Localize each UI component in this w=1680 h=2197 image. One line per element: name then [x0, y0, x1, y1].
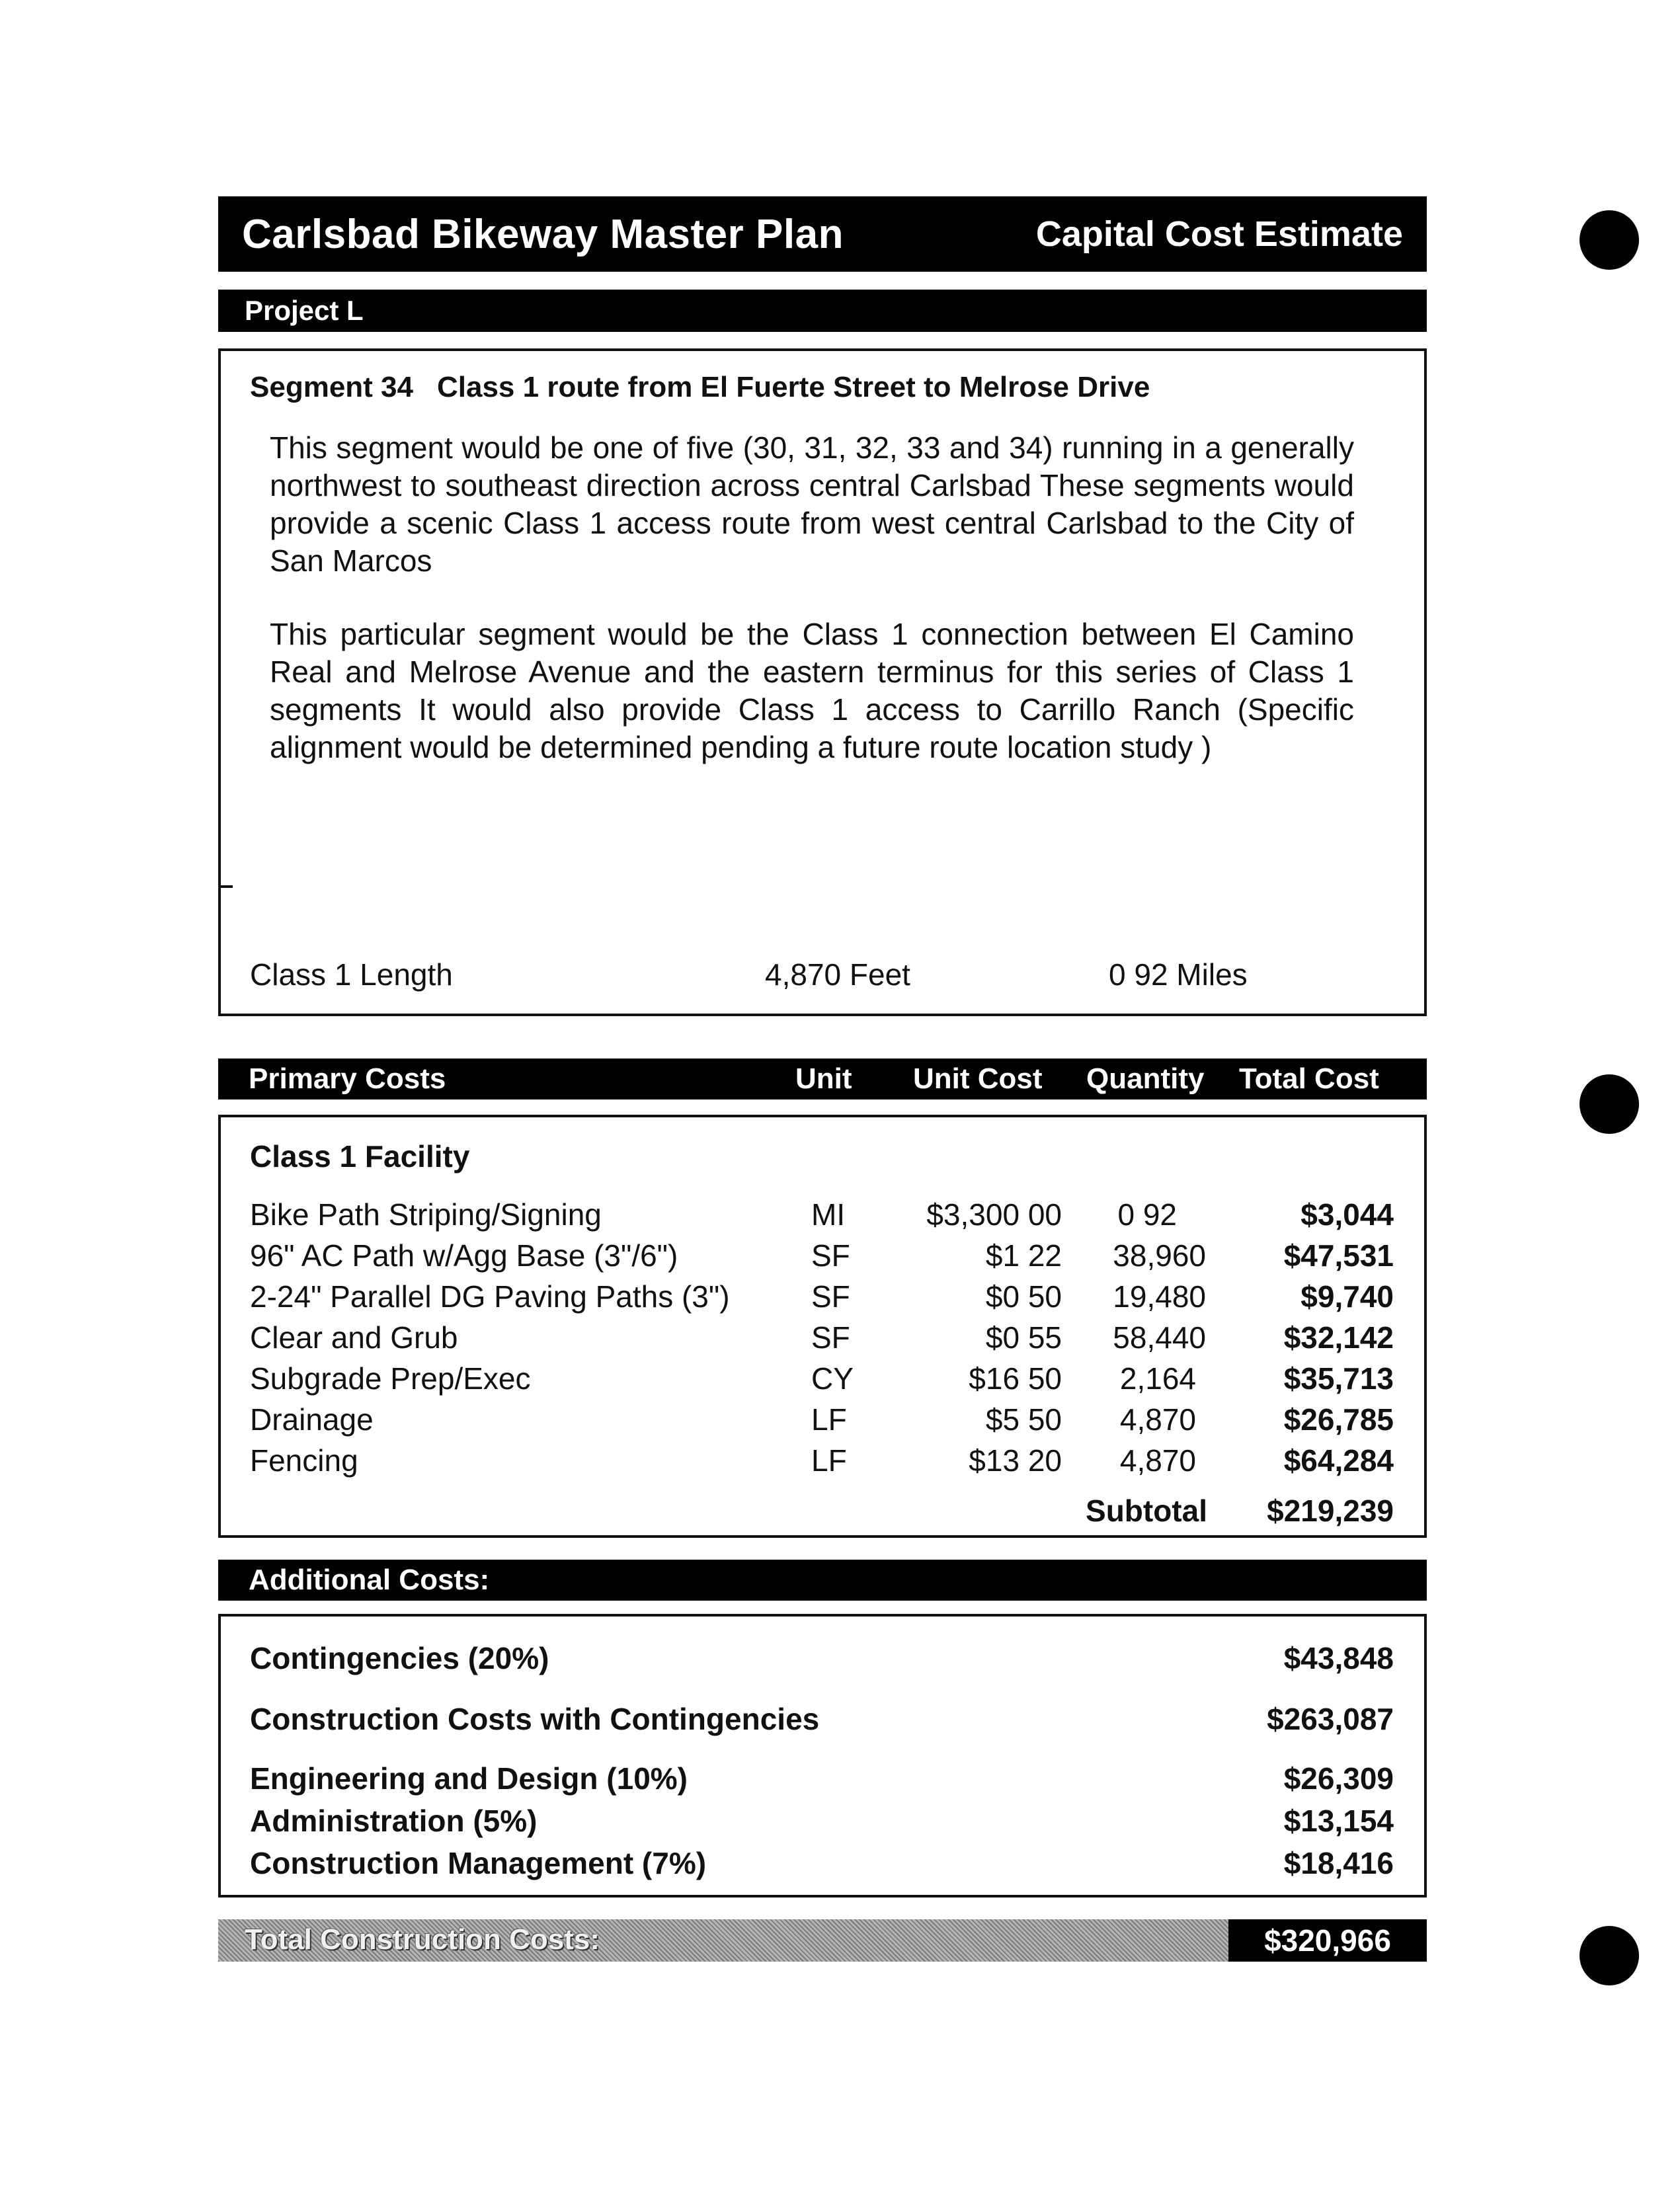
segment-number: Segment 34	[250, 371, 413, 403]
item-name: Subgrade Prep/Exec	[250, 1361, 531, 1396]
additional-cost-label: Administration (5%)	[250, 1804, 538, 1838]
item-total: $32,142	[1283, 1320, 1394, 1355]
item-name: Drainage	[250, 1402, 374, 1437]
length-feet: 4,870 Feet	[765, 957, 910, 992]
table-row	[221, 1320, 1424, 1361]
item-unit-cost: $5 50	[985, 1402, 1062, 1437]
project-name: Project L	[245, 295, 364, 326]
item-unit: MI	[811, 1197, 846, 1232]
primary-costs-header	[218, 1059, 1427, 1099]
item-quantity: 58,440	[1113, 1320, 1206, 1355]
document-header	[218, 196, 1427, 272]
item-unit: LF	[811, 1443, 847, 1478]
item-unit-cost: $13 20	[969, 1443, 1062, 1478]
segment-description-box	[218, 348, 1427, 1016]
subtotal-value: $219,239	[1267, 1494, 1394, 1528]
additional-costs-table	[218, 1614, 1427, 1897]
segment-heading	[250, 371, 1150, 404]
total-construction-costs-bar	[218, 1919, 1427, 1962]
scan-mark	[218, 885, 233, 888]
length-miles: 0 92 Miles	[1109, 957, 1248, 992]
segment-paragraph-1: This segment would be one of five (30, 31, 32, 33 and 34) running in a generally northwest to southeast direction across central Carlsbad These segments would provide a scenic Class 1 access route from west central Carlsbad to the City of San Marcos	[270, 430, 1354, 578]
additional-cost-label: Engineering and Design (10%)	[250, 1761, 688, 1796]
item-quantity: 38,960	[1113, 1238, 1206, 1273]
item-unit-cost: $0 55	[985, 1320, 1062, 1355]
table-row	[221, 1361, 1424, 1402]
additional-cost-label: Contingencies (20%)	[250, 1641, 549, 1675]
item-unit-cost: $16 50	[969, 1361, 1062, 1396]
document-subtitle: Capital Cost Estimate	[1035, 214, 1403, 254]
additional-cost-value: $26,309	[1283, 1761, 1394, 1796]
column-header-unit-cost: Unit Cost	[913, 1062, 1043, 1095]
item-unit: SF	[811, 1279, 850, 1314]
column-header-quantity: Quantity	[1086, 1062, 1205, 1095]
length-label: Class 1 Length	[250, 957, 453, 992]
additional-cost-label: Construction Management (7%)	[250, 1846, 707, 1880]
additional-cost-value: $263,087	[1267, 1702, 1394, 1736]
additional-cost-row	[221, 1761, 1424, 1800]
table-row	[221, 1238, 1424, 1279]
length-row	[250, 957, 1400, 996]
item-unit: LF	[811, 1402, 847, 1437]
item-name: Fencing	[250, 1443, 358, 1478]
additional-cost-label: Construction Costs with Contingencies	[250, 1702, 820, 1736]
additional-cost-row	[221, 1803, 1424, 1843]
additional-cost-row	[221, 1845, 1424, 1885]
item-unit-cost: $3,300 00	[926, 1197, 1062, 1232]
punch-hole	[1580, 1926, 1639, 1985]
item-total: $9,740	[1300, 1279, 1394, 1314]
item-name: 96" AC Path w/Agg Base (3"/6")	[250, 1238, 678, 1273]
item-unit-cost: $0 50	[985, 1279, 1062, 1314]
total-value-box	[1228, 1919, 1427, 1962]
total-value: $320,966	[1264, 1923, 1391, 1958]
column-header-unit: Unit	[795, 1062, 852, 1095]
punch-hole	[1580, 210, 1639, 270]
column-header-total-cost: Total Cost	[1239, 1062, 1379, 1095]
segment-title: Class 1 route from El Fuerte Street to Melrose Drive	[436, 371, 1150, 403]
item-unit: SF	[811, 1238, 850, 1273]
punch-hole	[1580, 1074, 1639, 1134]
item-total: $26,785	[1283, 1402, 1394, 1437]
item-total: $47,531	[1283, 1238, 1394, 1273]
item-quantity: 4,870	[1119, 1402, 1196, 1437]
subtotal-label: Subtotal	[1086, 1494, 1207, 1528]
item-total: $35,713	[1283, 1361, 1394, 1396]
project-label	[218, 290, 1427, 332]
item-unit: CY	[811, 1361, 854, 1396]
item-name: 2-24" Parallel DG Paving Paths (3")	[250, 1279, 730, 1314]
item-total: $3,044	[1300, 1197, 1394, 1232]
item-unit-cost: $1 22	[985, 1238, 1062, 1273]
item-name: Clear and Grub	[250, 1320, 458, 1355]
additional-cost-value: $13,154	[1283, 1804, 1394, 1838]
additional-cost-row	[221, 1701, 1424, 1741]
additional-costs-title: Additional Costs:	[249, 1564, 490, 1596]
subtotal-row	[221, 1493, 1424, 1534]
section-title: Class 1 Facility	[250, 1139, 470, 1174]
total-label: Total Construction Costs:	[245, 1923, 600, 1956]
table-row	[221, 1402, 1424, 1443]
additional-cost-value: $18,416	[1283, 1846, 1394, 1880]
table-row	[221, 1443, 1424, 1484]
item-name: Bike Path Striping/Signing	[250, 1197, 602, 1232]
additional-cost-row	[221, 1640, 1424, 1680]
table-row	[221, 1197, 1424, 1238]
table-row	[221, 1279, 1424, 1320]
additional-costs-header	[218, 1560, 1427, 1601]
item-unit: SF	[811, 1320, 850, 1355]
item-quantity: 0 92	[1117, 1197, 1177, 1232]
primary-costs-table	[218, 1115, 1427, 1538]
item-quantity: 2,164	[1119, 1361, 1196, 1396]
additional-cost-value: $43,848	[1283, 1641, 1394, 1675]
item-total: $64,284	[1283, 1443, 1394, 1478]
primary-costs-title: Primary Costs	[249, 1062, 446, 1095]
segment-paragraph-2: This particular segment would be the Class 1 connection between El Camino Real and Melrose Avenue and the eastern terminus for this series of Class 1 segments It would also provide Class 1 access to Carrillo Ranch (Specific alignment would be determined pending a future route location study )	[270, 617, 1354, 764]
item-quantity: 19,480	[1113, 1279, 1206, 1314]
item-quantity: 4,870	[1119, 1443, 1196, 1478]
document-title: Carlsbad Bikeway Master Plan	[242, 211, 844, 257]
